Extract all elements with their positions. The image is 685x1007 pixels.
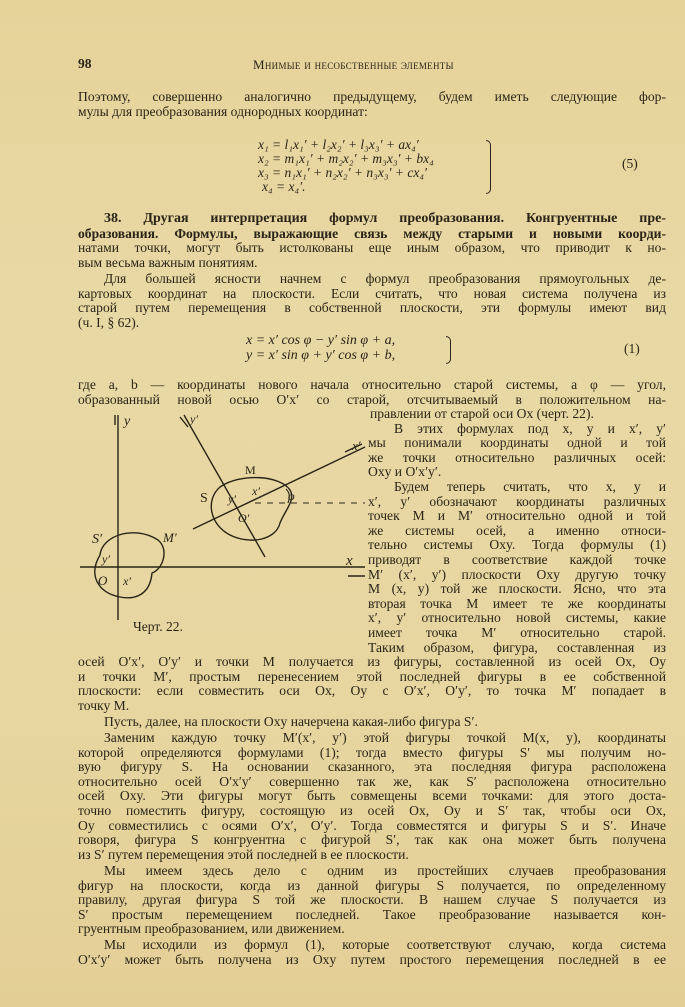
page-number: 98 bbox=[78, 56, 92, 71]
text-line: образования. Формулы, выражающие связь между старыми и новыми коорди- bbox=[78, 225, 666, 241]
text-line: старой путем перемещения в собственной плоскости, эти формулы имеют вид bbox=[78, 300, 666, 316]
label-origin: O bbox=[98, 573, 108, 588]
text-line: Oy совместились с осями O′x′, O′y′. Тогда совместятся и фигуры S и S′. Иначе bbox=[78, 817, 666, 833]
paragraph bbox=[78, 715, 666, 730]
text-line: же точки относительно различных осей: bbox=[368, 449, 666, 465]
text-line: груентным преобразованием, или движением. bbox=[78, 921, 345, 937]
right-column-text bbox=[368, 407, 666, 655]
label-S: S bbox=[200, 491, 208, 506]
label-coord-x-prime-left: x′ bbox=[123, 574, 131, 588]
text-line: O′x′y′ может быть получена из Oxy путем простого перемещения последней в ее bbox=[78, 951, 666, 967]
figure-22 bbox=[80, 395, 370, 640]
equation-row: x₁ = l₁x₁′ + l₂x₂′ + l₃x₃′ + ax₄′ bbox=[258, 137, 419, 152]
text-line: Поэтому, совершенно аналогично предыдущему, будем иметь следующие фор- bbox=[78, 89, 666, 104]
label-S-prime: S′ bbox=[92, 532, 103, 547]
text-line: Мы исходили из формул (1), которые соответствуют случаю, когда система bbox=[104, 937, 666, 952]
page-header bbox=[78, 56, 668, 76]
equation-row: x₄ = x₄′. bbox=[262, 179, 306, 194]
text-line: Будем теперь считать, что x, y и bbox=[394, 478, 666, 494]
text-line: В этих формулах под x, y и x′, y′ bbox=[394, 420, 666, 436]
brace bbox=[446, 336, 451, 364]
brace bbox=[486, 140, 491, 194]
equation-number: (5) bbox=[622, 156, 638, 171]
text-line: осей Oxy. Эти фигуры могут быть совмещены всеми точками: для этого доста- bbox=[78, 788, 666, 804]
text-line: правлении от старой оси Ox (черт. 22). bbox=[370, 406, 594, 421]
figure-caption: Черт. 22. bbox=[133, 619, 183, 634]
text-line: мулы для преобразования однородных координат: bbox=[78, 103, 368, 119]
equation-row: x = x′ cos φ − y′ sin φ + a, bbox=[246, 333, 396, 348]
text-line: Таким образом, фигура, составленная из bbox=[368, 639, 666, 655]
text-line: имеет точка M′ относительно старой. bbox=[368, 624, 666, 640]
label-y-prime-axis: y′ bbox=[190, 412, 198, 426]
text-line: точек M и M′ относительно одной и той bbox=[368, 508, 666, 524]
text-line: где a, b — координаты нового начала относительно старой системы, а φ — угол, bbox=[78, 377, 666, 392]
label-M: M bbox=[245, 463, 256, 477]
text-line: (ч. I, § 62). bbox=[78, 314, 140, 330]
label-coord-x-prime: x′ bbox=[252, 484, 260, 498]
text-line: x′, y′ обозначают координаты различных bbox=[368, 493, 666, 509]
paragraph bbox=[78, 272, 666, 330]
paragraph bbox=[78, 655, 666, 713]
text-line: которой определяются формулами (1); тогда вместо фигуры S′ мы получим но- bbox=[78, 744, 666, 760]
equation-row: x₂ = m₁x₁′ + m₂x₂′ + m₃x₃′ + bx₄ bbox=[258, 151, 434, 166]
text-line: тельно системы Oxy. Тогда формулы (1) bbox=[368, 537, 666, 553]
section-heading: 38. Другая интерпретация формул преобразования. Конгруентные пре- bbox=[104, 211, 666, 226]
label-origin-prime: O′ bbox=[238, 511, 250, 525]
text-line: вую фигуру S. На основании сказанного, эта последняя фигура расположена bbox=[78, 759, 666, 775]
paragraph bbox=[78, 864, 666, 937]
text-line: Пусть, далее, на плоскости Oxy начерчена какая-либо фигура S′. bbox=[104, 714, 478, 729]
text-line: фигур на плоскости, когда из данной фигуры S получается, по определенному bbox=[78, 877, 666, 893]
text-line: образованный новой осью O′x′ со старой, отсчитываемый в положительном на- bbox=[78, 391, 666, 407]
text-line: плоскости: если совместить оси Ox, Oy с O′x′, O′y′, то точка M′ попадает в bbox=[78, 683, 666, 699]
label-phi: φ bbox=[288, 489, 295, 503]
label-x-axis: x bbox=[346, 553, 353, 569]
label-coord-y-prime: y′ bbox=[228, 492, 236, 506]
text-line: M (x, y) той же плоскости. Ясно, что эта bbox=[368, 581, 666, 597]
equation-number: (1) bbox=[624, 341, 640, 356]
text-line: относительно осей O′x′y′ совершенно так же, как S′ расположена относительно bbox=[78, 773, 666, 789]
text-line: из S′ путем перемещения этой последней в ее плоскости. bbox=[78, 846, 409, 862]
section-38 bbox=[78, 212, 666, 270]
text-line: Oxy и O′x′y′. bbox=[368, 464, 442, 480]
text-line: точно поместить фигуру, состоящую из осей Ox, Oy и S′ так, чтобы оси Ox, bbox=[78, 802, 666, 818]
text-line: S′ простым перемещением последней. Такое преобразование называется кон- bbox=[78, 906, 666, 922]
intro-paragraph bbox=[78, 90, 666, 119]
label-x-prime-axis: x′ bbox=[352, 438, 361, 453]
paragraph bbox=[78, 731, 666, 862]
text-line: вторая точка M имеет те же координаты bbox=[368, 595, 666, 611]
text-line: Заменим каждую точку M′(x′, y′) этой фигуры точкой M(x, y), координаты bbox=[104, 730, 666, 745]
text-line: же системы осей, а именно относи- bbox=[368, 522, 666, 538]
label-M-prime: M′ bbox=[163, 530, 177, 545]
text-line: говоря, фигура S конгруентна с фигурой S′, так как она может быть получена bbox=[78, 832, 666, 848]
text-line: M′ (x′, y′) плоскости Oxy другую точку bbox=[368, 566, 666, 582]
paragraph bbox=[78, 938, 666, 967]
coordinate-transform-diagram bbox=[80, 395, 370, 640]
text-line: Для большей ясности начнем с формул преобразования прямоугольных де- bbox=[104, 271, 666, 286]
text-line: точку M. bbox=[78, 697, 130, 713]
label-y-axis: y bbox=[124, 414, 131, 429]
text-line: натами точки, могут быть истолкованы еще иным образом, что приводит к но- bbox=[78, 240, 666, 256]
text-line: мы понимали координаты одной и той bbox=[368, 435, 666, 451]
equation-row: y = x′ sin φ + y′ cos φ + b, bbox=[246, 348, 396, 363]
text-line: вым весьма важным понятиям. bbox=[78, 254, 258, 270]
text-line: и точки M′, простым перенесением этой последней фигуры в ее собственной bbox=[78, 668, 666, 684]
equation-row: x₃ = n₁x₁′ + n₂x₂′ + n₃x₃′ + cx₄′ bbox=[258, 165, 428, 180]
text-line: осей O′x′, O′y′ и точки M получается из фигуры, составленной из осей Ox, Oy bbox=[78, 654, 666, 669]
text-line: x′, y′ относительно новой системы, какие bbox=[368, 610, 666, 626]
text-line: правилу, другая фигура S той же плоскости. В нашем случае S получается из bbox=[78, 892, 666, 908]
text-line: картовых координат на плоскости. Если считать, что новая система получена из bbox=[78, 285, 666, 301]
text-line: приводят в соответствие каждой точке bbox=[368, 551, 666, 567]
label-coord-y-prime-left: y′ bbox=[102, 552, 110, 566]
running-title: Мнимые и несобственные элементы bbox=[253, 57, 454, 72]
text-line: Мы имеем здесь дело с одним из простейших случаев преобразования bbox=[104, 863, 666, 878]
